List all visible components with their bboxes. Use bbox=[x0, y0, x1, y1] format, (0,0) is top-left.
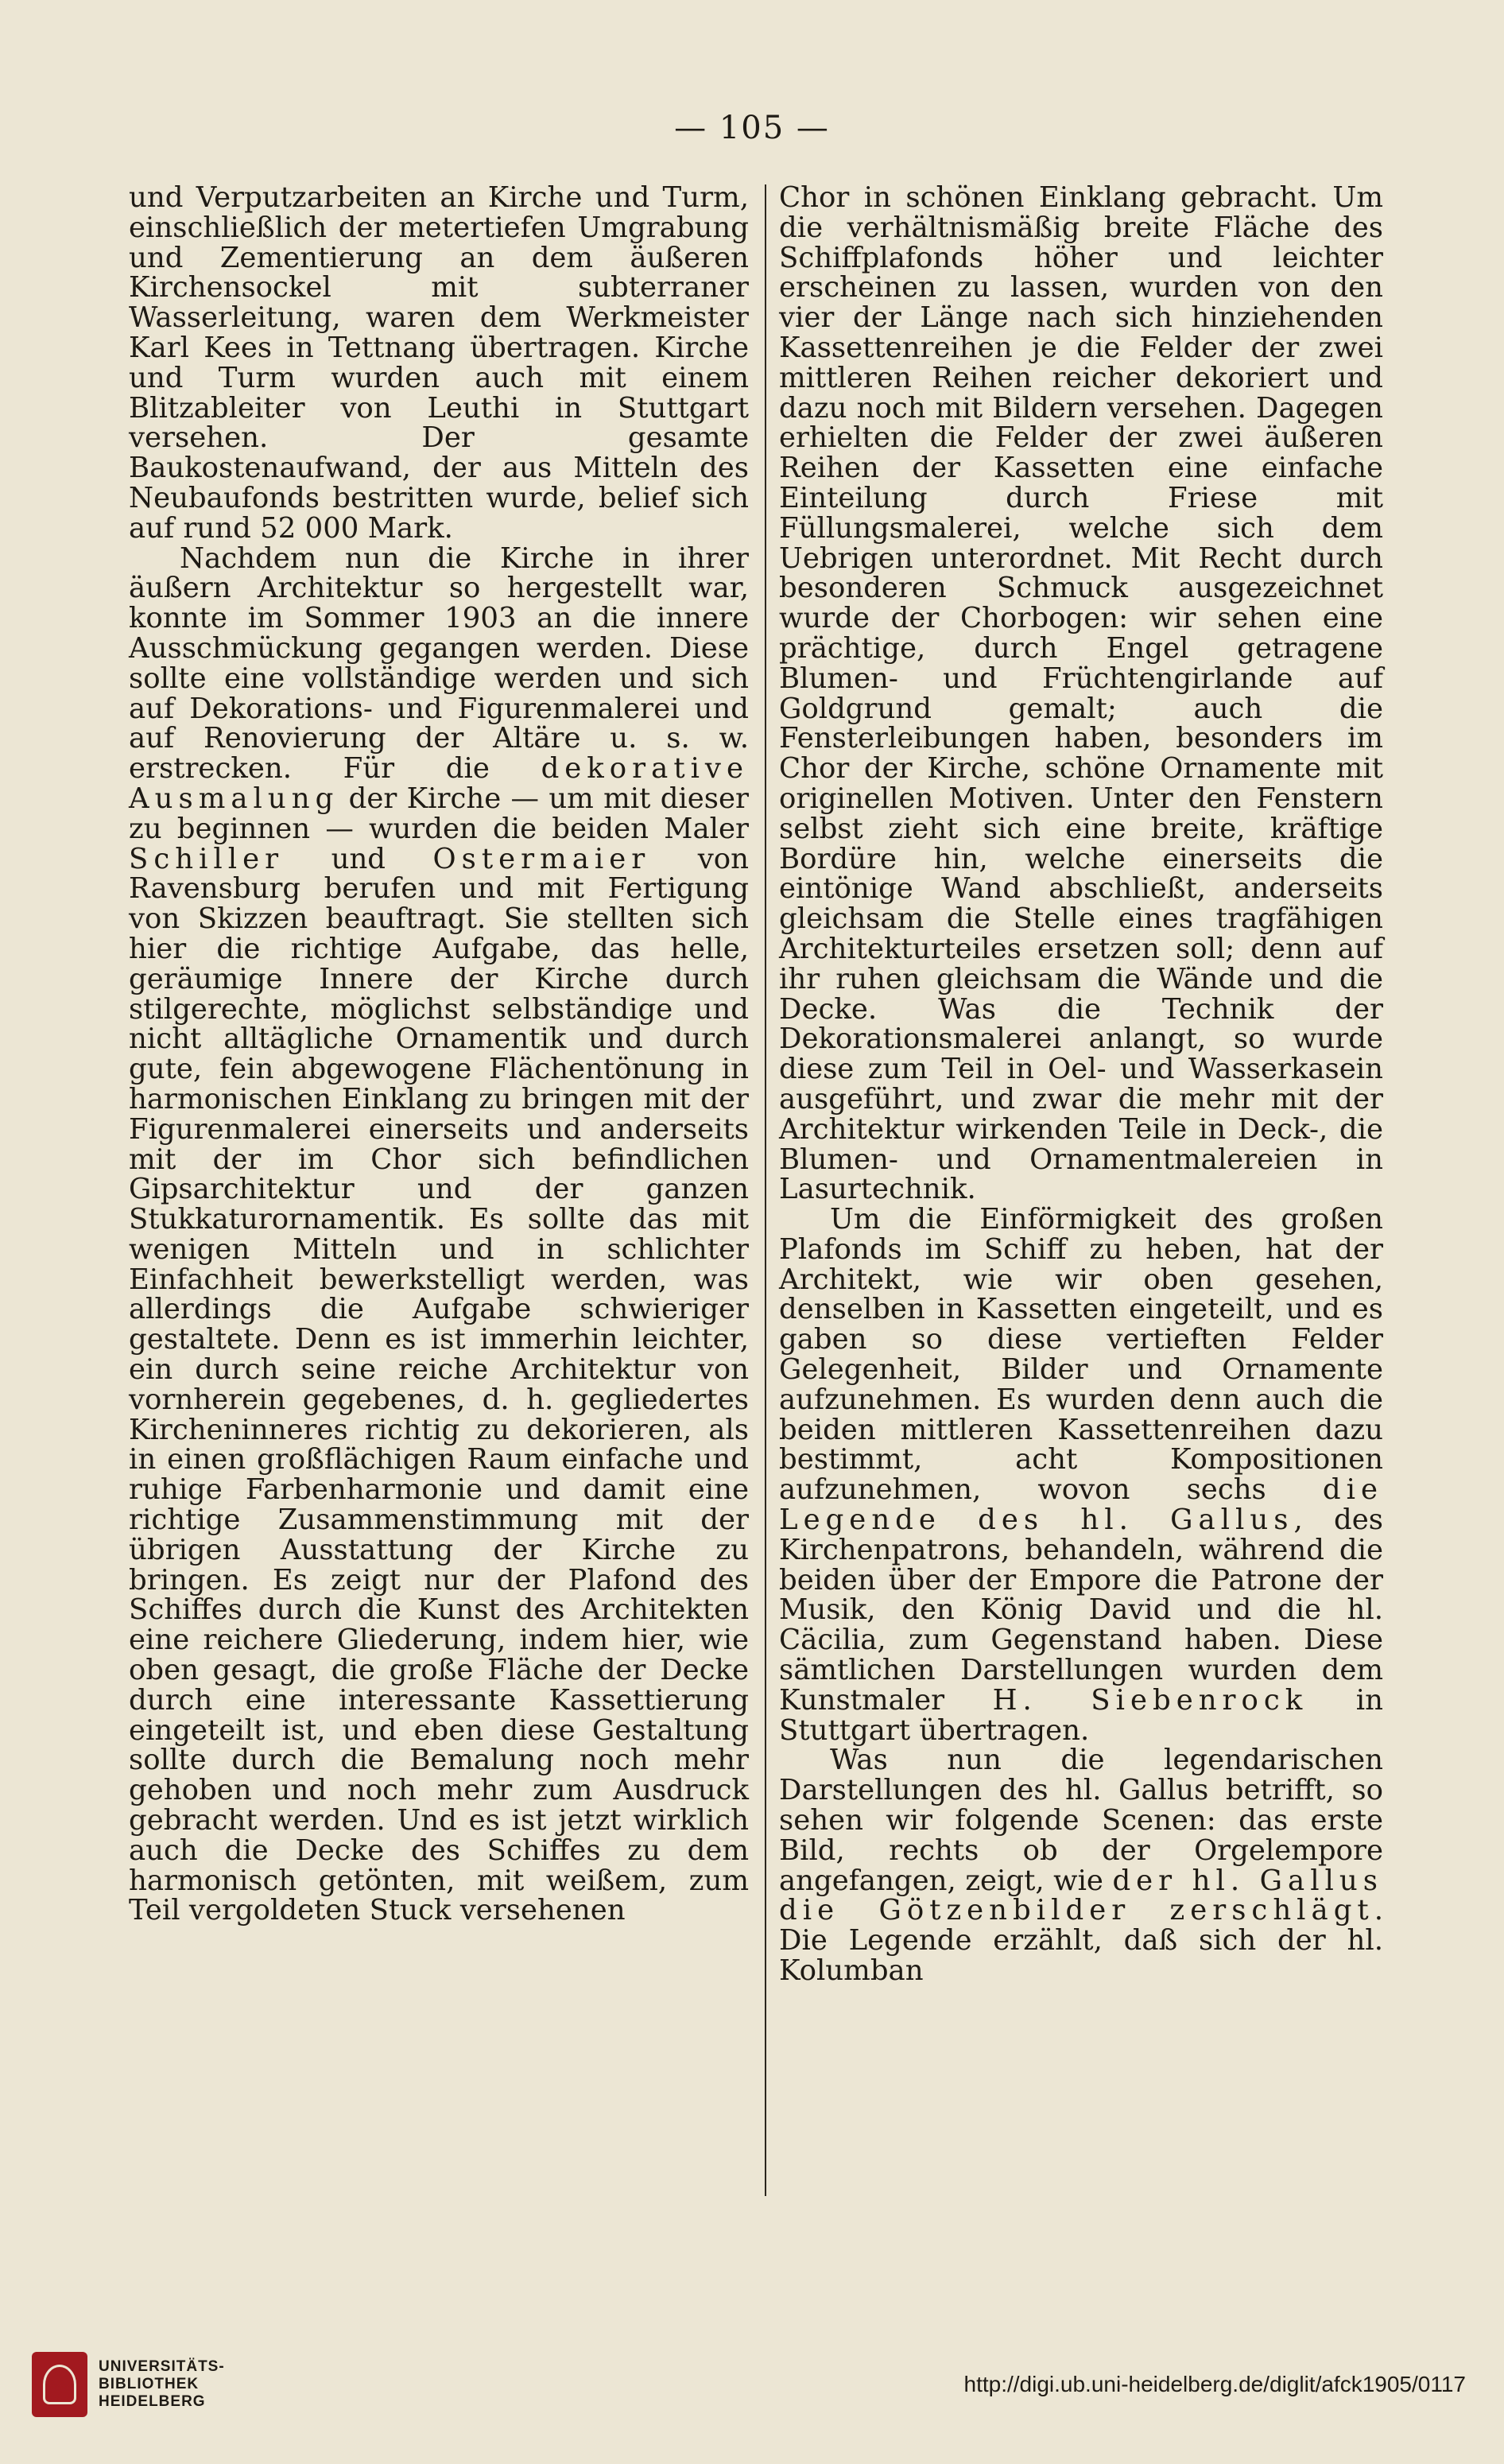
emphasized-text: der hl. Gallus die Götzenbilder zerschlägt bbox=[779, 1864, 1383, 1927]
left-column-paragraph bbox=[129, 541, 749, 1927]
university-seal-icon bbox=[32, 2352, 87, 2417]
body-text: und bbox=[284, 842, 433, 875]
library-logo[interactable] bbox=[32, 2352, 225, 2417]
body-text: von Ravensburg berufen und mit Fertigung von Skizzen beauftragt. Sie stellten sich hier die richtige Aufgabe, das helle, geräumige Innere der Kirche durch stilgerechte, möglichst selbständige und nicht alltägliche Ornamentik und durch gute, fein abgewogene Flächentönung in harmonischen Einklang zu bringen mit der Figurenmalerei einerseits und anderseits mit der im Chor sich befindlichen Gipsarchitektur und der ganzen Stukkaturornamentik. Es sollte das mit wenigen Mitteln und in schlichter Einfachheit bewerkstelligt werden, was allerdings die Aufgabe schwieriger gestaltete. Denn es ist immerhin leichter, ein durch seine reiche Architektur von vornherein gegebenes, d. h. gegliedertes Kircheninneres richtig zu dekorieren, als in einen großflächigen Raum einfache und ruhige Farbenharmonie und damit eine richtige Zusammenstimmung mit der übrigen Ausstattung der Kirche zu bringen. Es zeigt nur der Plafond des Schiffes durch die Kunst des Architekten eine reichere Gliederung, indem hier, wie oben gesagt, die große Fläche der Decke durch eine interessante Kassettierung eingeteilt ist, und eben diese Gestaltung sollte durch die Bemalung noch mehr gehoben und noch mehr zum Ausdruck gebracht werden. Und es ist jetzt wirklich auch die Decke des Schiffes zu dem harmonisch getönten, mit weißem, zum Teil vergoldeten Stuck versehenen bbox=[129, 842, 749, 1927]
right-text-column bbox=[779, 183, 1383, 1986]
body-text: und Verputzarbeiten an Kirche und Turm, einschließlich der metertiefen Umgrabung und Zementierung an dem äußeren Kirchensockel mit subterraner Wasserleitung, waren dem Werkmeister Karl Kees in Tettnang übertragen. Kirche und Turm wurden auch mit einem Blitzableiter von Leuthi in Stuttgart versehen. Der gesamte Baukostenaufwand, der aus Mitteln des Neubaufonds bestritten wurde, belief sich auf rund 52 000 Mark. bbox=[129, 181, 749, 545]
left-column-paragraph bbox=[129, 183, 749, 544]
source-url-link[interactable]: http://digi.ub.uni-heidelberg.de/diglit/afck1905/0117 bbox=[963, 2372, 1466, 2396]
emphasized-text: Ostermaier bbox=[432, 842, 651, 875]
body-text: Was nun die legendarischen Darstellungen des hl. Gallus betrifft, so sehen wir folgende Scenen: das erste Bild, rechts ob der Orgelempore angefangen, zeigt, wie bbox=[779, 1744, 1383, 1897]
right-column-paragraph bbox=[779, 183, 1383, 1205]
library-name-line: UNIVERSITÄTS- bbox=[99, 2358, 225, 2375]
column-divider bbox=[765, 184, 766, 2196]
body-text: der Kirche — um mit dieser zu beginnen — wurden die beiden Maler bbox=[129, 782, 749, 845]
library-name-line: BIBLIOTHEK bbox=[99, 2376, 200, 2392]
body-text: Chor in schönen Einklang gebracht. Um die verhältnismäßig breite Fläche des Schiffplafonds höher und leichter erscheinen zu lassen, wurden von den vier der Länge nach sich hinziehenden Kassettenreihen je die Felder der zwei mittleren Reihen reicher dekoriert und dazu noch mit Bildern versehen. Dagegen erhielten die Felder der zwei äußeren Reihen der Kassetten eine einfache Einteilung durch Friese mit Füllungsmalerei, welche sich dem Uebrigen unterordnet. Mit Recht durch besonderen Schmuck ausgezeichnet wurde der Chorbogen: wir sehen eine prächtige, durch Engel getragene Blumen- und Früchtengirlande auf Goldgrund gemalt; auch die Fensterleibungen haben, besonders im Chor der Kirche, schöne Ornamente mit originellen Motiven. Unter den Fenstern selbst zieht sich eine breite, kräftige Bordüre hin, welche einerseits die eintönige Wand abschließt, anderseits gleichsam die Stelle eines tragfähigen Architekturteiles ersetzen soll; denn auf ihr ruhen gleichsam die Wände und die Decke. Was die Technik der Dekorationsmalerei anlangt, so wurde diese zum Teil in Oel- und Wasserkasein ausgeführt, und zwar die mehr mit der Architektur wirkenden Teile in Deck-, die Blumen- und Ornamentmalereien in Lasurtechnik. bbox=[779, 181, 1383, 1206]
body-text: in Stuttgart übertragen. bbox=[779, 1683, 1383, 1747]
left-text-column bbox=[129, 183, 749, 1926]
right-column-paragraph bbox=[779, 1744, 1383, 1988]
page-number: — 105 — bbox=[674, 110, 830, 146]
library-name bbox=[99, 2358, 225, 2411]
body-text: Nachdem nun die Kirche in ihrer äußern Architektur so hergestellt war, konnte im Sommer 1903 an die innere Ausschmückung gegangen werden. Diese sollte eine vollständige werden und sich auf Dekorations- und Figurenmalerei und auf Renovierung der Altäre u. s. w. erstrecken. Für die bbox=[129, 541, 749, 786]
emphasized-text: die Legende des hl. Gallus bbox=[779, 1473, 1383, 1537]
emphasized-text: dekorative Ausmalung bbox=[129, 752, 749, 815]
body-text: . Die Legende erzählt, daß sich der hl. Kolumban bbox=[779, 1894, 1383, 1988]
body-text: Um die Einförmigkeit des großen Plafonds im Schiff zu heben, hat der Architekt, wie wir oben gesehen, denselben in Kassetten eingeteilt, und es gaben so diese vertieften Felder Gelegenheit, Bilder und Ornamente aufzunehmen. Es wurden denn auch die beiden mittleren Kassettenreihen dazu bestimmt, acht Kompositionen aufzunehmen, wovon sechs bbox=[779, 1203, 1383, 1507]
emphasized-text: Schiller bbox=[129, 842, 285, 875]
body-text: , des Kirchenpatrons, behandeln, während die beiden über der Empore die Patrone der Musik, den König David und die hl. Cäcilia, zum Gegenstand haben. Diese sämtlichen Darstellungen wurden dem Kunstmaler bbox=[779, 1504, 1383, 1717]
library-name-line: HEIDELBERG bbox=[99, 2393, 206, 2410]
right-column-paragraph bbox=[779, 1205, 1383, 1745]
emphasized-text: H. Siebenrock bbox=[992, 1683, 1308, 1717]
